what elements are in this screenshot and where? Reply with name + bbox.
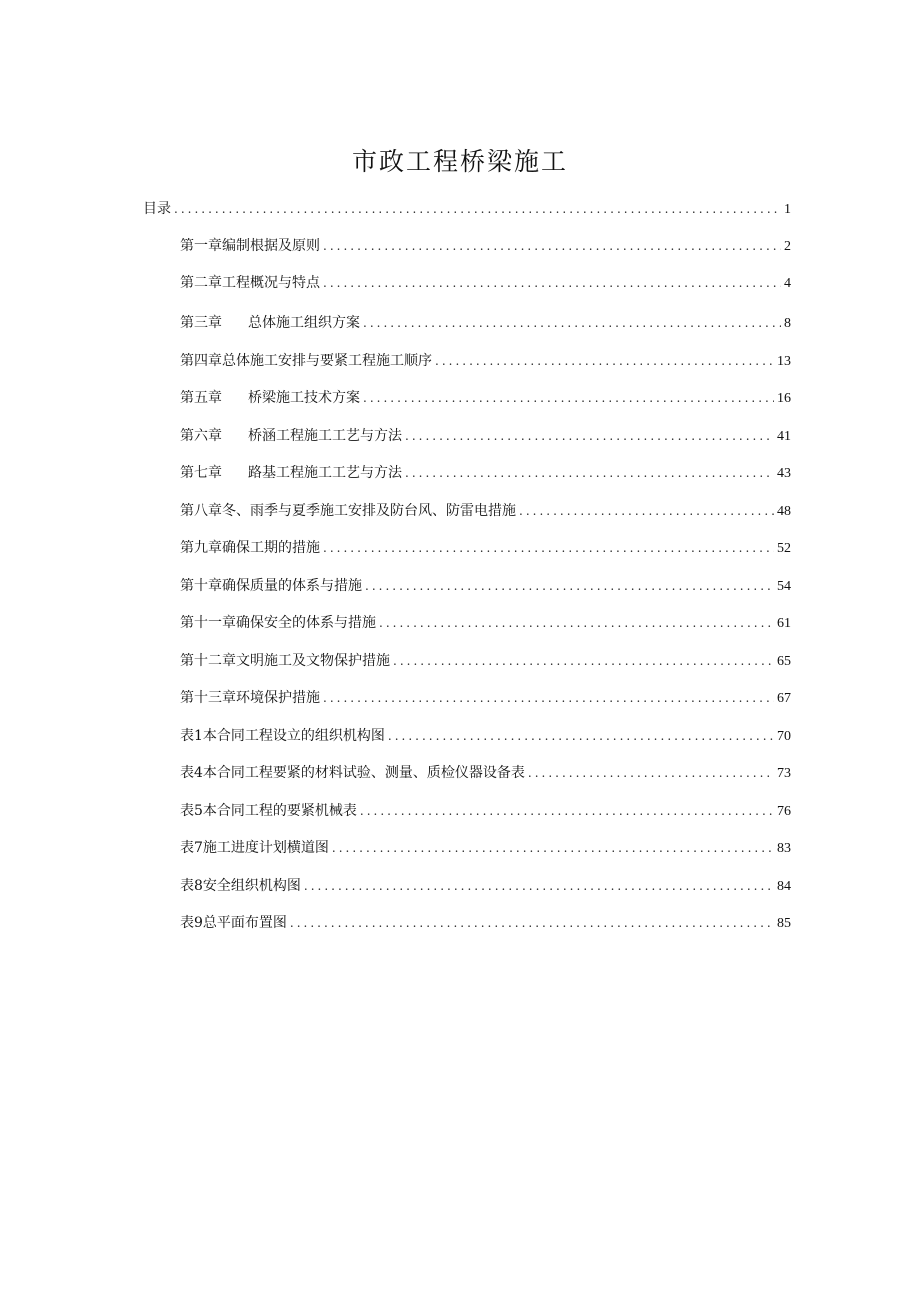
- toc-entry[interactable]: [180, 612, 791, 634]
- toc-dot-leader: [332, 837, 774, 859]
- toc-entry-label: 第十章确保质量的体系与措施: [180, 578, 362, 594]
- toc-chapter-number: 第七章: [180, 465, 222, 481]
- toc-entry-label: 表1本合同工程设立的组织机构图: [180, 728, 385, 744]
- toc-entry[interactable]: [180, 387, 791, 409]
- toc-entry-label: 表8安全组织机构图: [180, 878, 301, 894]
- toc-entry[interactable]: [180, 875, 791, 897]
- toc-dot-leader: [379, 612, 774, 634]
- toc-page-number: 43: [777, 466, 791, 481]
- toc-entry[interactable]: [180, 575, 791, 597]
- toc-page-number: 84: [777, 879, 791, 894]
- toc-dot-leader: [323, 687, 774, 709]
- toc-dot-leader: [290, 912, 774, 934]
- toc-entry-label: 表9总平面布置图: [180, 915, 287, 931]
- toc-entry[interactable]: [180, 235, 791, 257]
- toc-page-number: 67: [777, 691, 791, 706]
- toc-entry[interactable]: [180, 912, 791, 934]
- toc-page-number: 76: [777, 804, 791, 819]
- toc-entry-label: [180, 387, 360, 409]
- toc-chapter-title: 路基工程施工工艺与方法: [248, 465, 402, 481]
- toc-entry[interactable]: [180, 350, 791, 372]
- toc-page-number: 8: [784, 316, 791, 331]
- toc-entry-label: 第四章总体施工安排与要紧工程施工顺序: [180, 353, 432, 369]
- toc-entry-label: 目录: [143, 201, 171, 217]
- toc-entry[interactable]: [180, 650, 791, 672]
- toc-entry[interactable]: [180, 762, 791, 784]
- document-title: 市政工程桥梁施工: [351, 147, 568, 176]
- toc-dot-leader: [323, 272, 781, 294]
- toc-page-number: 73: [777, 766, 791, 781]
- toc-page-number: 61: [777, 616, 791, 631]
- toc-entry[interactable]: [180, 725, 791, 747]
- toc-dot-leader: [519, 500, 774, 522]
- toc-dot-leader: [435, 350, 774, 372]
- toc-page-number: 85: [777, 916, 791, 931]
- toc-entry[interactable]: [180, 687, 791, 709]
- toc-dot-leader: [304, 875, 774, 897]
- toc-entry-label: 表5本合同工程的要紧机械表: [180, 803, 357, 819]
- toc-page-number: 2: [784, 239, 791, 254]
- toc-entry[interactable]: [180, 425, 791, 447]
- toc-page-number: 41: [777, 429, 791, 444]
- toc-entry-label: 第十二章文明施工及文物保护措施: [180, 653, 390, 669]
- toc-dot-leader: [528, 762, 774, 784]
- toc-page-number: 65: [777, 654, 791, 669]
- toc-entry-label: 第九章确保工期的措施: [180, 540, 320, 556]
- toc-page-number: 83: [777, 841, 791, 856]
- toc-entry-label: 第二章工程概况与特点: [180, 275, 320, 291]
- toc-chapter-number: 第五章: [180, 390, 222, 406]
- toc-page-number: 1: [784, 202, 791, 217]
- toc-page-number: 13: [777, 354, 791, 369]
- toc-dot-leader: [405, 462, 774, 484]
- toc-page-number: 4: [784, 276, 791, 291]
- toc-entry-label: [180, 425, 402, 447]
- toc-chapter-title: 桥梁施工技术方案: [248, 390, 360, 406]
- toc-chapter-title: 桥涵工程施工工艺与方法: [248, 428, 402, 444]
- toc-entry[interactable]: [180, 837, 791, 859]
- toc-entry[interactable]: [180, 272, 791, 294]
- toc-dot-leader: [365, 575, 774, 597]
- toc-entry-label: 表7施工进度计划横道图: [180, 840, 329, 856]
- toc-page-number: 48: [777, 504, 791, 519]
- toc-entry-label: [180, 312, 360, 334]
- toc-page-number: 52: [777, 541, 791, 556]
- toc-chapter-number: 第六章: [180, 428, 222, 444]
- toc-page-number: 16: [777, 391, 791, 406]
- toc-entry-label: 表4本合同工程要紧的材料试验、测量、质检仪器设备表: [180, 765, 525, 781]
- toc-entry-label: 第十三章环境保护措施: [180, 690, 320, 706]
- toc-dot-leader: [405, 425, 774, 447]
- toc-entry[interactable]: [180, 500, 791, 522]
- toc-entry-label: 第八章冬、雨季与夏季施工安排及防台风、防雷电措施: [180, 503, 516, 519]
- toc-chapter-title: 总体施工组织方案: [248, 315, 360, 331]
- toc-entry-label: [180, 462, 402, 484]
- toc-dot-leader: [363, 312, 781, 334]
- toc-entry[interactable]: [180, 312, 791, 334]
- toc-entry-label: 第十一章确保安全的体系与措施: [180, 615, 376, 631]
- toc-dot-leader: [388, 725, 774, 747]
- toc-entry[interactable]: [180, 800, 791, 822]
- toc-entry[interactable]: [180, 462, 791, 484]
- toc-entry-label: 第一章编制根据及原则: [180, 238, 320, 254]
- toc-dot-leader: [393, 650, 774, 672]
- toc-entry[interactable]: [180, 537, 791, 559]
- toc-dot-leader: [363, 387, 774, 409]
- toc-dot-leader: [360, 800, 774, 822]
- toc-dot-leader: [323, 235, 781, 257]
- toc-dot-leader: [323, 537, 774, 559]
- toc-entry[interactable]: [143, 198, 791, 220]
- toc-page-number: 70: [777, 729, 791, 744]
- toc-page-number: 54: [777, 579, 791, 594]
- toc-chapter-number: 第三章: [180, 315, 222, 331]
- toc-dot-leader: [174, 198, 781, 220]
